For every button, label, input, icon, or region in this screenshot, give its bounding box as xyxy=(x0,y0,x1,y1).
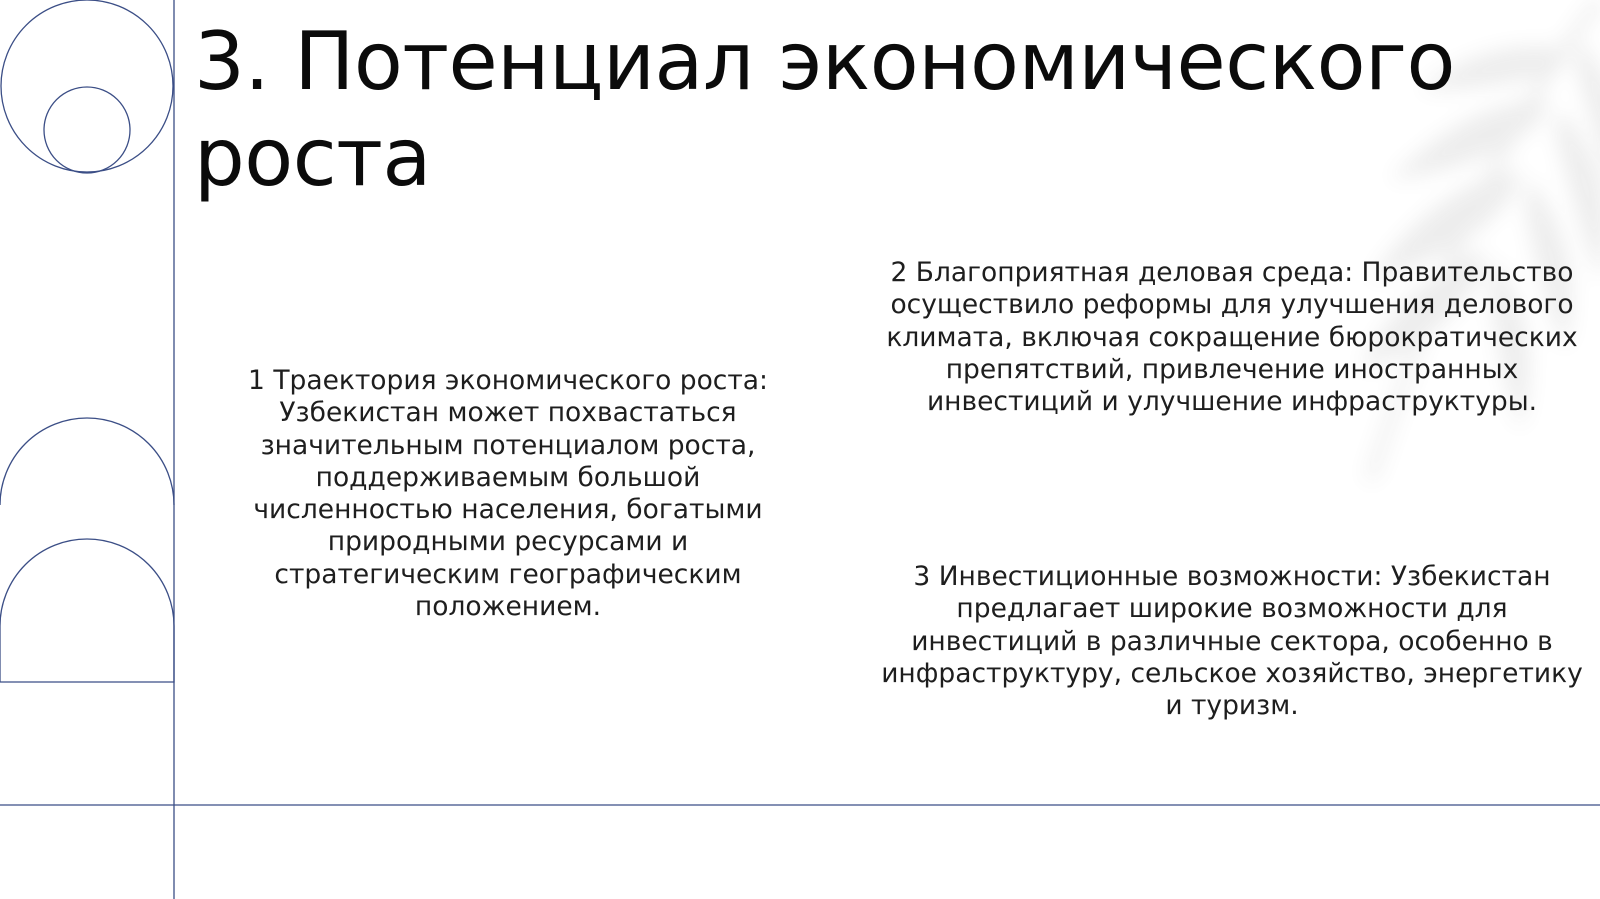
point-business-environment: 2 Благоприятная деловая среда: Правительство осуществило реформы для улучшения делового климата, включая сокращение бюрократических препятствий, привлечение иностранных инвестиций и улучшение инфраструктуры. xyxy=(886,257,1578,418)
small-circle-outline xyxy=(44,87,130,173)
large-circle-outline xyxy=(1,0,173,172)
point-investment-opportunities: 3 Инвестиционные возможности: Узбекистан предлагает широкие возможности для инвестиций в различные сектора, особенно в инфраструктуру, сельское хозяйство, энергетику и туризм. xyxy=(881,561,1583,722)
slide-title: 3. Потенциал экономического роста xyxy=(194,15,1455,204)
upper-arch-outline xyxy=(0,418,174,505)
point-growth-trajectory: 1 Траектория экономического роста: Узбекистан может похвастаться значительным потенциалом роста, поддерживаемым большой численностью населения, богатыми природными ресурсами и стратегическим географическим положением. xyxy=(248,365,768,623)
lower-arch-outline xyxy=(0,539,174,682)
